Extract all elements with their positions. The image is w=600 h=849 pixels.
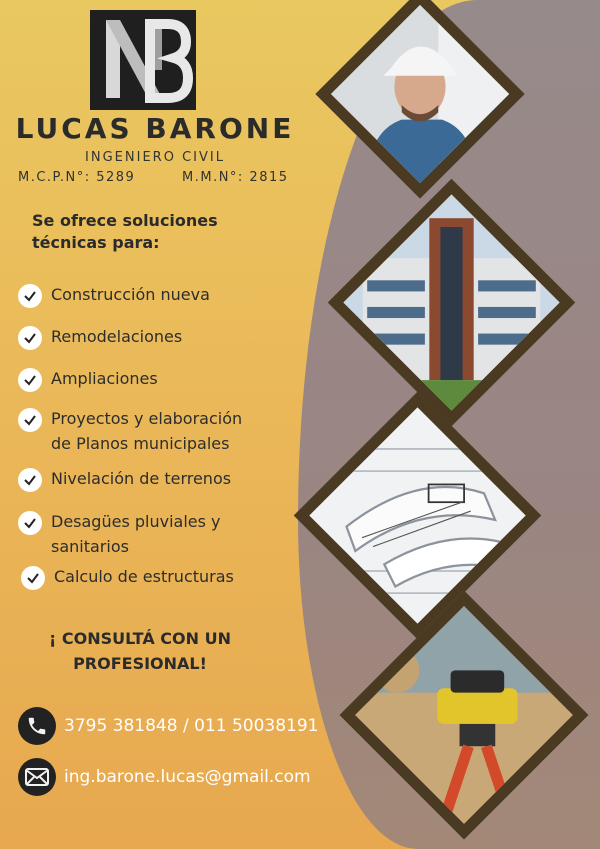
service-item	[21, 568, 234, 590]
service-label: Construcción nueva	[51, 285, 210, 304]
check-icon	[18, 326, 42, 350]
phone-contact[interactable]	[18, 707, 318, 745]
call-to-action: ¡ CONSULTÁ CON UN PROFESIONAL!	[49, 629, 231, 673]
service-item	[18, 286, 210, 308]
envelope-icon	[18, 758, 56, 796]
service-item	[18, 470, 231, 492]
check-icon	[21, 566, 45, 590]
person-name: LUCAS BARONE	[15, 112, 295, 145]
check-icon	[18, 511, 42, 535]
service-item	[18, 370, 158, 392]
service-label: Ampliaciones	[51, 369, 158, 388]
phone-icon	[18, 707, 56, 745]
offer-heading: Se ofrece soluciones técnicas para:	[32, 211, 218, 252]
check-icon	[18, 368, 42, 392]
profession-title: INGENIERO CIVIL	[85, 150, 225, 165]
service-item	[18, 328, 182, 350]
service-label: Remodelaciones	[51, 327, 183, 346]
phone-number[interactable]: 3795 381848 / 011 50038191	[64, 716, 319, 736]
service-label: Calculo de estructuras	[54, 567, 234, 586]
check-icon	[18, 468, 42, 492]
mcpn-registration: M.C.P.N°: 5289	[18, 170, 136, 185]
service-label: Proyectos y elaboración de Planos municipales	[51, 409, 243, 453]
email-contact[interactable]	[18, 758, 311, 796]
check-icon	[18, 408, 42, 432]
service-item	[18, 513, 221, 559]
email-address[interactable]: ing.barone.lucas@gmail.com	[64, 767, 311, 787]
service-label: Desagües pluviales y sanitarios	[51, 512, 221, 556]
check-icon	[18, 284, 42, 308]
nb-logo	[90, 10, 196, 110]
mmn-registration: M.M.N°: 2815	[182, 170, 289, 185]
service-label: Nivelación de terrenos	[51, 469, 232, 488]
service-item	[18, 410, 242, 456]
